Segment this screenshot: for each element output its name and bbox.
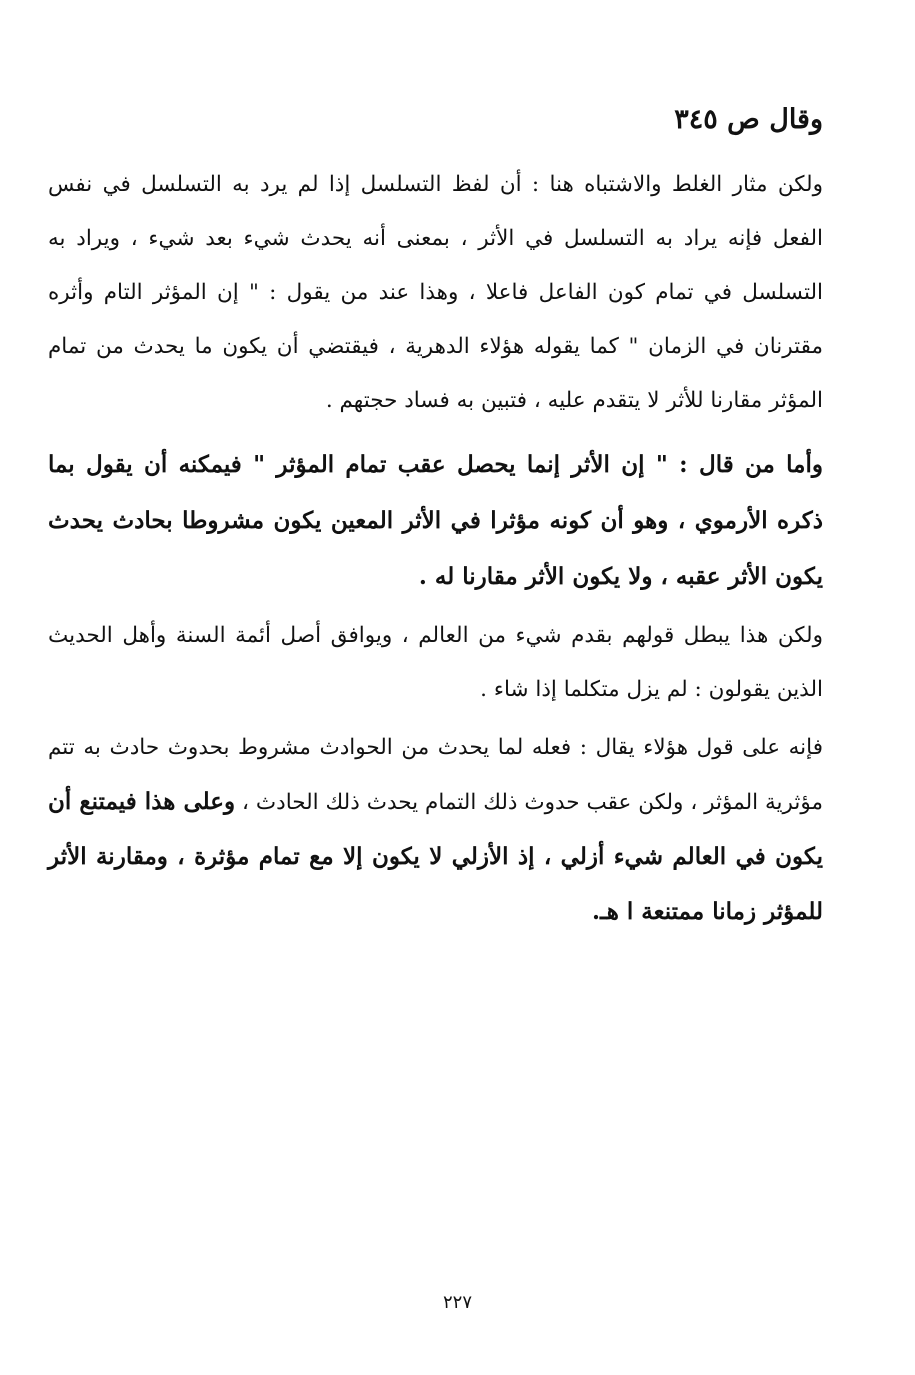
paragraph-1-container bbox=[48, 158, 823, 428]
paragraph-4-regular-text: فإنه على قول هؤلاء يقال : فعله لما يحدث من الحوادث مشروط بحدوث حادث به تتم مؤثرية المؤثر ، ولكن عقب حدوث ذلك التمام يحدث ذلك الحادث ، bbox=[48, 735, 823, 815]
paragraph-2-container bbox=[48, 437, 823, 605]
paragraph-1: ولكن مثار الغلط والاشتباه هنا : أن لفظ التسلسل إذا لم يرد به التسلسل في نفس الفعل فإنه يراد به التسلسل في الأثر ، بمعنى أنه يحدث شيء بعد شيء ، ويراد به التسلسل في تمام كون الفاعل فاعلا ، وهذا عند من يقول : " إن المؤثر التام وأثره مقترنان في الزمان " كما يقوله هؤلاء الدهرية ، فيقتضي أن يكون ما يحدث من تمام المؤثر مقارنا للأثر لا يتقدم عليه ، فتبين به فساد حجتهم . bbox=[48, 172, 823, 413]
page-number: ٢٢٧ bbox=[442, 1292, 472, 1313]
paragraph-4-container bbox=[48, 721, 823, 940]
paragraph-4 bbox=[48, 721, 823, 940]
paragraph-3-container bbox=[48, 609, 823, 717]
paragraph-2-bold: وأما من قال : " إن الأثر إنما يحصل عقب تمام المؤثر " فيمكنه أن يقول بما ذكره الأرموي ، وهو أن كونه مؤثرا في الأثر المعين يكون مشروطا بحادث يحدث يكون الأثر عقبه ، ولا يكون الأثر مقارنا له . bbox=[48, 451, 823, 590]
paragraph-3: ولكن هذا يبطل قولهم بقدم شيء من العالم ، ويوافق أصل أئمة السنة وأهل الحديث الذين يقولون : لم يزل متكلما إذا شاء . bbox=[48, 623, 823, 702]
section-heading: وقال ص ٣٤٥ bbox=[674, 104, 823, 135]
paragraph-4-bold-text: وعلى هذا فيمتنع أن يكون في العالم شيء أزلي ، إذ الأزلي لا يكون إلا مع تمام مؤثرة ، ومقارنة الأثر للمؤثر زمانا ممتنعة ا هـ. bbox=[48, 788, 823, 925]
